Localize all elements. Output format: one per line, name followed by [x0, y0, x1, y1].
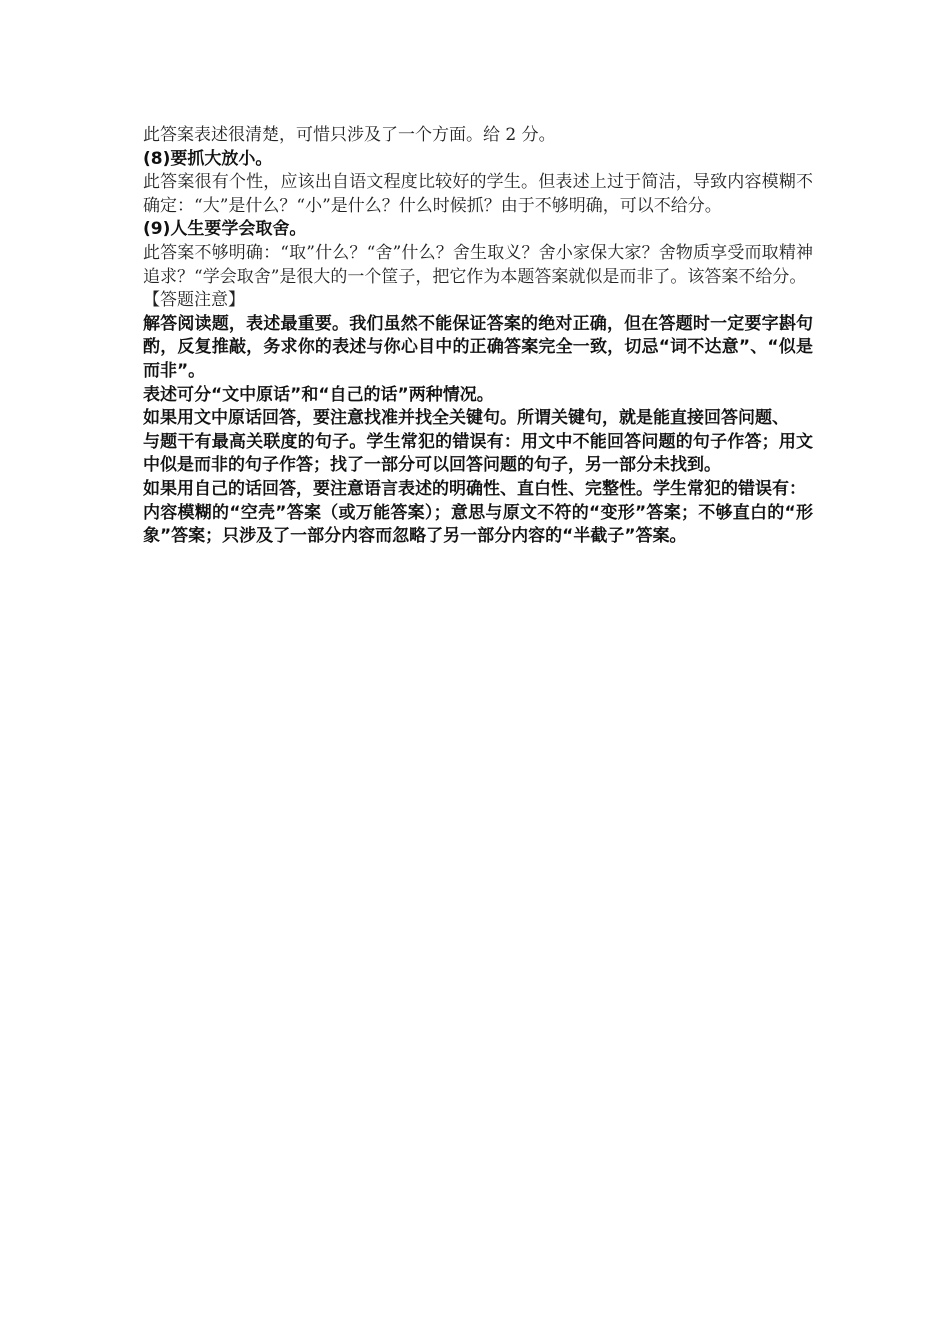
paragraph-own-words: 如果用自己的话回答，要注意语言表述的明确性、直白性、完整性。学生常犯的错误有： — [143, 478, 806, 499]
paragraph-answer-8-comment: 此答案很有个性，应该出自语文程度比较好的学生。但表述上过于简洁，导致内容模糊不确定：“大”是什么？“小”是什么？什么时候抓？由于不够明确，可以不给分。 — [143, 172, 813, 216]
document-body — [143, 124, 813, 549]
section-heading-answer-tips: 【答题注意】 — [143, 290, 245, 311]
paragraph-answer-9-comment: 此答案不够明确：“取”什么？“舍”什么？舍生取义？舍小家保大家？舍物质享受而取精神追求？“学会取舍”是很大的一个筐子，把它作为本题答案就似是而非了。该答案不给分。 — [143, 242, 813, 287]
paragraph-original-words-errors: 与题干有最高关联度的句子。学生常犯的错误有：用文中不能回答问题的句子作答；用文中似是而非的句子作答；找了一部分可以回答问题的句子，另一部分未找到。 — [143, 431, 813, 476]
paragraph-tips-intro: 解答阅读题，表述最重要。我们虽然不能保证答案的绝对正确，但在答题时一定要字斟句酌，反复推敲，务求你的表述与你心目中的正确答案完全一致，切忌“词不达意”、“似是而非”。 — [143, 313, 813, 381]
paragraph-score-note: 此答案表述很清楚，可惜只涉及了一个方面。给 2 分。 — [143, 125, 556, 145]
paragraph-own-words-errors: 内容模糊的“空壳”答案（或万能答案）；意思与原文不符的“变形”答案；不够直白的“形象”答案；只涉及了一部分内容而忽略了另一部分内容的“半截子”答案。 — [143, 502, 813, 547]
answer-heading-8: (8)要抓大放小。 — [143, 148, 273, 169]
answer-heading-9: (9)人生要学会取舍。 — [143, 219, 307, 240]
paragraph-two-cases: 表述可分“文中原话”和“自己的话”两种情况。 — [143, 384, 494, 405]
paragraph-original-words: 如果用文中原话回答，要注意找准并找全关键句。所谓关键句，就是能直接回答问题、 — [143, 408, 789, 429]
